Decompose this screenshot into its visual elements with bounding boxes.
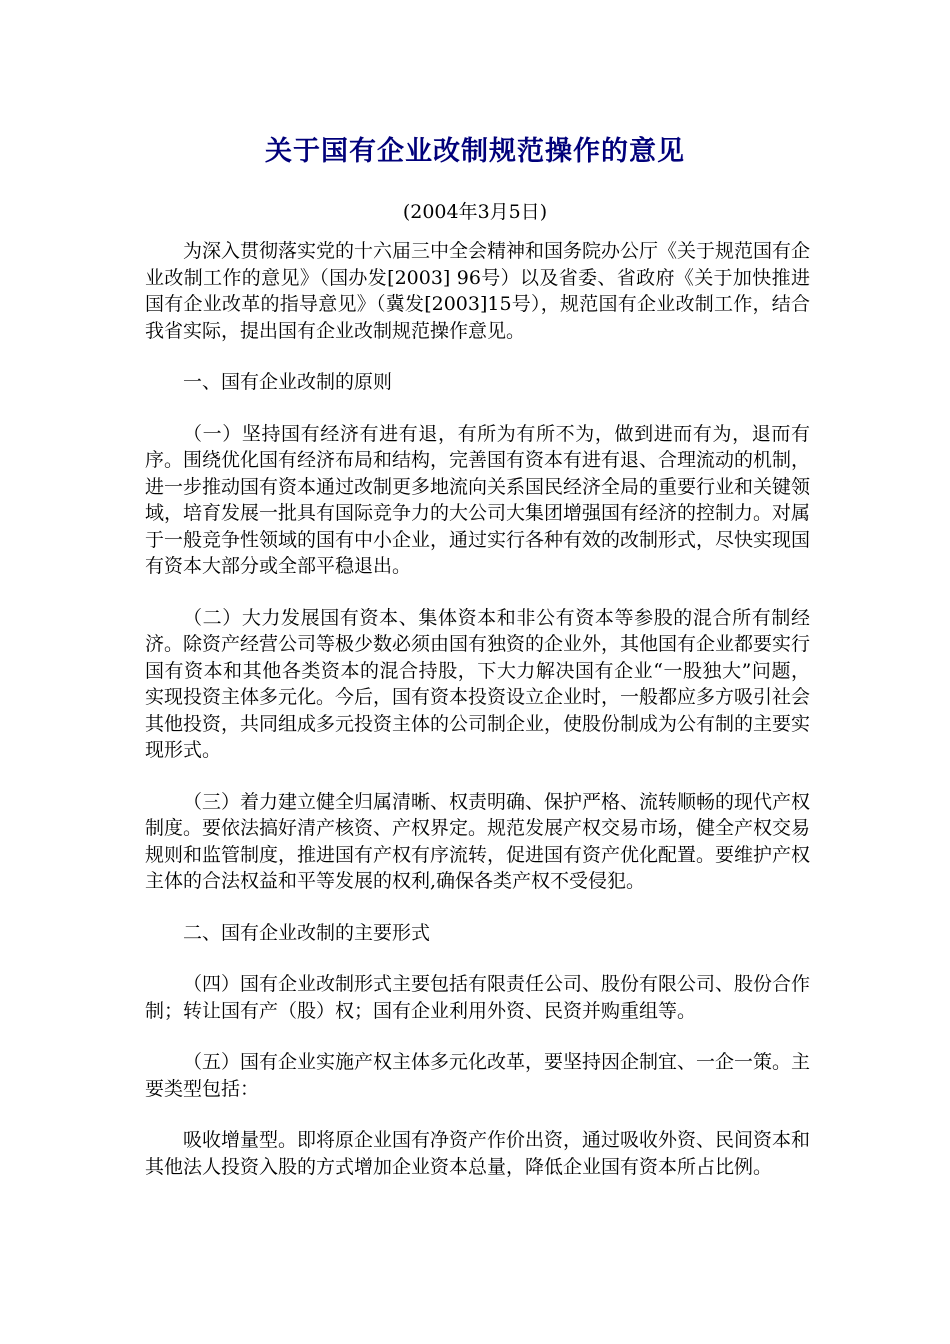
paragraph-item-1: （一）坚持国有经济有进有退，有所为有所不为，做到进而有为，退而有序。围绕优化国有经济布局和结构，完善国有资本有进有退、合理流动的机制，进一步推动国有资本通过改制更多地流向关系国民经济全局的重要行业和关键领域，培育发展一批具有国际竞争力的大公司大集团增强国有经济的控制力。对属于一般竞争性领域的国有中小企业，通过实行各种有效的改制形式，尽快实现国有资本大部分或全部平稳退出。 (145, 422, 811, 577)
document-body (145, 238, 810, 1205)
section-heading-principles: 一、国有企业改制的原则 (183, 371, 393, 393)
section-heading-forms: 二、国有企业改制的主要形式 (183, 921, 431, 944)
paragraph-intro: 为深入贯彻落实党的十六届三中全会精神和国务院办公厅《关于规范国有企业改制工作的意见》（国办发[2003] 96号）以及省委、省政府《关于加快推进国有企业改革的指导意见》（冀发[2003]15号），规范国有企业改制工作，结合我省实际，提出国有企业改制规范操作意见。 (145, 240, 811, 342)
paragraph-item-3: （三）着力建立健全归属清晰、权责明确、保护严格、流转顺畅的现代产权制度。要依法搞好清产核资、产权界定。规范发展产权交易市场，健全产权交易规则和监管制度，推进国有产权有序流转，促进国有资产优化配置。要维护产权主体的合法权益和平等发展的权利,确保各类产权不受侵犯。 (145, 790, 811, 892)
paragraph-increment-type: 吸收增量型。即将原企业国有净资产作价出资，通过吸收外资、民间资本和其他法人投资入股的方式增加企业资本总量，降低企业国有资本所占比例。 (145, 1129, 811, 1178)
document-title: 关于国有企业改制规范操作的意见 (265, 136, 685, 167)
paragraph-item-5: （五）国有企业实施产权主体多元化改革，要坚持因企制宜、一企一策。主要类型包括： (145, 1051, 811, 1100)
document-date: (2004年3月5日) (402, 201, 548, 223)
paragraph-item-2: （二）大力发展国有资本、集体资本和非公有资本等参股的混合所有制经济。除资产经营公司等极少数必须由国有独资的企业外，其他国有企业都要实行国有资本和其他各类资本的混合持股，下大力解决国有企业“一股独大”问题，实现投资主体多元化。今后，国有资本投资设立企业时，一般都应多方吸引社会其他投资，共同组成多元投资主体的公司制企业，使股份制成为公有制的主要实现形式。 (145, 606, 811, 761)
paragraph-item-4: （四）国有企业改制形式主要包括有限责任公司、股份有限公司、股份合作制；转让国有产（股）权；国有企业利用外资、民资并购重组等。 (145, 973, 811, 1022)
